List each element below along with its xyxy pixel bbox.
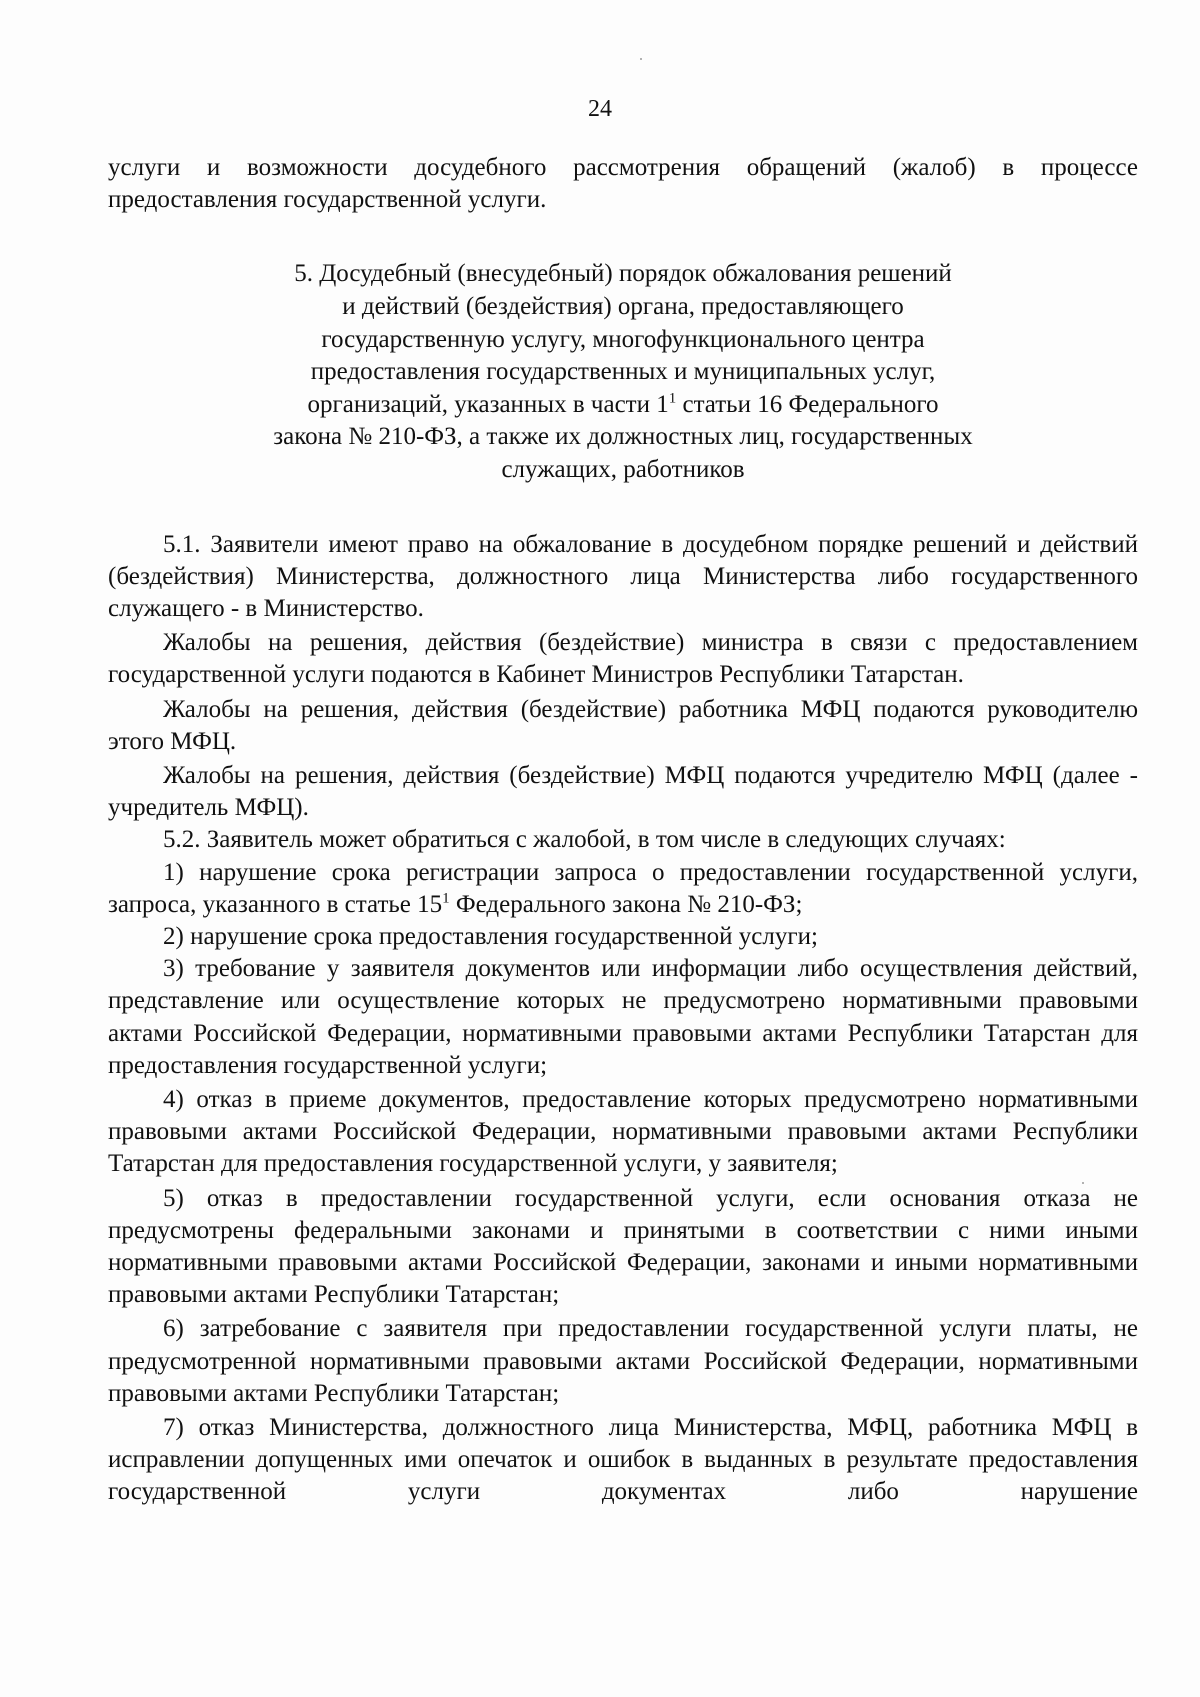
paragraph-complaints-mfc: Жалобы на решения, действия (бездействие) МФЦ подаются учредителю МФЦ (далее - учредитель МФЦ). [108, 761, 1138, 822]
paragraph-complaints-mfc-worker: Жалобы на решения, действия (бездействие) работника МФЦ подаются руководителю этого МФЦ. [108, 695, 1138, 755]
heading-line: служащих, работников [501, 455, 745, 483]
list-item-1 [108, 857, 1138, 921]
paragraph-5-2: 5.2. Заявитель может обратиться с жалобой, в том числе в следующих случаях: [163, 826, 1006, 854]
section-heading [108, 258, 1138, 486]
intro-paragraph: услуги и возможности досудебного рассмотрения обращений (жалоб) в процессе предоставления государственной услуги. [108, 154, 1138, 214]
heading-line: предоставления государственных и муниципальных услуг, [310, 358, 936, 386]
list-item-5: 5) отказ в предоставлении государственной услуги, если основания отказа не предусмотрены федеральными законами и принятыми в соответствии с ними иными нормативными правовыми актами Российской Федерации, законами и иными нормативными правовыми актами Республики Татарстан; [108, 1184, 1138, 1309]
list-item-text: 1) нарушение срока регистрации запроса о предоставлении государственной услуги, запроса, указанного в статье 15 [108, 858, 1138, 918]
document-body [108, 152, 1138, 1509]
heading-line: государственную услугу, многофункционального центра [321, 325, 925, 353]
heading-text: статьи 16 Федерального [676, 390, 939, 418]
list-item-4: 4) отказ в приеме документов, предоставление которых предусмотрено нормативными правовыми актами Российской Федерации, нормативными правовыми актами Республики Татарстан для предоставления государственной услуги, у заявителя; [108, 1086, 1138, 1178]
heading-line [108, 389, 1138, 422]
page-number: 24 [588, 96, 612, 122]
list-item-2: 2) нарушение срока предоставления государственной услуги; [163, 923, 818, 950]
list-item-6: 6) затребование с заявителя при предоставлении государственной услуги платы, не предусмотренной нормативными правовыми актами Российской Федерации, нормативными правовыми актами Республики Татарстан; [108, 1315, 1138, 1407]
paragraph-5-1: 5.1. Заявители имеют право на обжалование в досудебном порядке решений и действий (бездействия) Министерства, должностного лица Министерства либо государственного служащего - в Министерство. [108, 530, 1138, 622]
heading-text: организаций, указанных в части 1 [307, 390, 669, 418]
heading-line: закона № 210-ФЗ, а также их должностных лиц, государственных [273, 423, 973, 451]
scan-speck [640, 58, 642, 60]
superscript: 1 [442, 890, 450, 907]
list-item-3: 3) требование у заявителя документов или информации либо осуществления действий, представление или осуществление которых не предусмотрено нормативными правовыми актами Российской Федерации, нормативными правовыми актами Республики Татарстан для предоставления государственной услуги; [108, 955, 1138, 1079]
heading-line: и действий (бездействия) органа, предоставляющего [342, 293, 904, 320]
list-item-7: 7) отказ Министерства, должностного лица Министерства, МФЦ, работника МФЦ в исправлении допущенных ими опечаток и ошибок в выданных в результате предоставления государственной услуги документах либо нарушение [108, 1414, 1138, 1506]
list-item-text: Федерального закона № 210-ФЗ; [449, 890, 803, 918]
heading-line: 5. Досудебный (внесудебный) порядок обжалования решений [294, 260, 952, 288]
superscript: 1 [668, 390, 677, 407]
paragraph-complaints-minister: Жалобы на решения, действия (бездействие) министра в связи с предоставлением государственной услуги подаются в Кабинет Министров Республики Татарстан. [108, 629, 1138, 689]
